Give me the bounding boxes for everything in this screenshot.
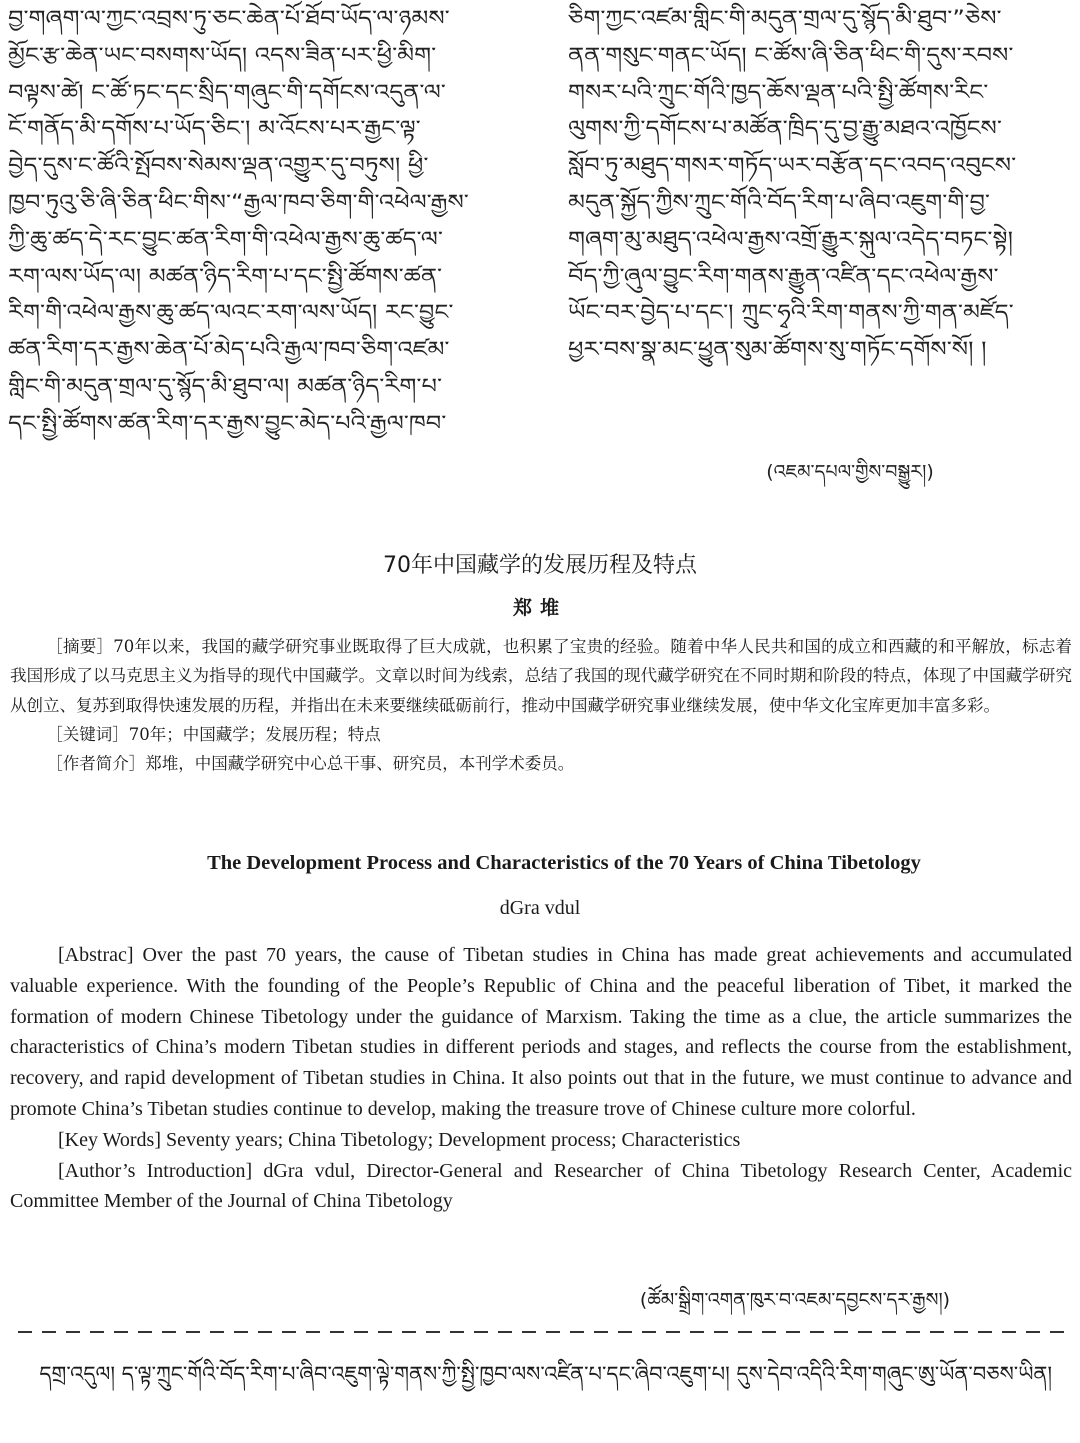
tibetan-line: རིག་གི་འཕེལ་རྒྱས་ཆུ་ཚད་ལའང་རག་ལས་ཡོད། རང་བྱུང་ [8,300,454,325]
chinese-abstract: ［摘要］70年以来，我国的藏学研究事业既取得了巨大成就，也积累了宝贵的经验。随着中华人民共和国的成立和西藏的和平解放，标志着我国形成了以马克思主义为指导的现代中国藏学。文章以时间为线索，总结了我国的现代藏学研究在不同时期和阶段的特点，体现了中国藏学研究从创立、复苏到取得快速发展的历程，并指出在未来要继续砥砺前行，推动中国藏学研究事业继续发展，使中华文化宝库更加丰富多彩。 [10,637,1072,715]
tibetan-line: ཅིག་ཀྱང་འཛམ་གླིང་གི་མདུན་གྲལ་དུ་སྙོད་མི་ཐུབ་”ཅེས་ [568,6,1002,30]
tibetan-line: བྱེད་དུས་ང་ཚོའི་སྤོབས་སེམས་ལྡན་འགྱུར་དུ་བཏུས། ཕྱི་ [8,153,429,178]
chinese-keywords: ［关键词］70年；中国藏学；发展历程；特点 [46,724,381,744]
tibetan-line: རག་ལས་ཡོད་ལ། མཚན་ཉིད་རིག་པ་དང་སྤྱི་ཚོགས་ཚན་ [8,263,443,288]
tibetan-author-note [10,1354,1072,1394]
tibetan-line: གཞག་མུ་མཐུད་འཕེལ་རྒྱས་འགྲོ་རྒྱུར་སྐུལ་འདེད་བཏང་སྟེ། [568,226,1013,251]
english-title: The Development Process and Characteristics of the 70 Years of China Tibetology [207,852,921,874]
tibetan-line: གླིང་གི་མདུན་གྲལ་དུ་སྙོད་མི་ཐུབ་ལ། མཚན་ཉིད་རིག་པ་ [8,373,443,398]
tibetan-column-right [568,0,1068,368]
editor-caption: (ཚོམ་སྒྲིག་འགན་ཁུར་བ་འཇམ་དབྱངས་དར་རྒྱས།) [639,1289,951,1311]
tibetan-line: གསར་པའི་ཀྲུང་གོའི་ཁྱད་ཆོས་ལྡན་པའི་སྤྱི་ཚོགས་རིང་ [568,79,989,104]
chinese-title: 70年中国藏学的发展历程及特点 [383,553,697,578]
tibetan-line: ཀྱི་ཆུ་ཚད་དེ་རང་བྱུང་ཚན་རིག་གི་འཕེལ་རྒྱས་ཆུ་ཚད་ལ་ [8,226,443,251]
tibetan-line: ཁྱབ་ཏུའུ་ཅི་ཞི་ཅིན་ཕིང་གིས་“རྒྱལ་ཁབ་ཅིག་གི་འཕེལ་རྒྱས་ [8,189,469,214]
tibetan-line: མྱོང་རྩ་ཆེན་ཡང་བསགས་ཡོད། འདས་ཟིན་པར་ཕྱི་མིག་ [8,42,437,67]
chinese-author: 郑堆 [512,597,567,619]
tibetan-line: ལུགས་ཀྱི་དགོངས་པ་མཚོན་ཁྲིད་དུ་བྱ་རྒྱུ་མཐའ་འཁྱོངས་ [568,116,1002,141]
english-abstract: [Abstrac] Over the past 70 years, the cause of Tibetan studies in China has made great achievements and accumulated valuable experience. With the founding of the People’s Republic of China and the peaceful liberation of Tibet, it marked the formation of modern Chinese Tibetology under the guidance of Marxism. Taking the time as a clue, the article summarizes the characteristics of China’s modern Tibetan studies in different periods and stages, and reflects the course from the establishment, recovery, and rapid development of Tibetan studies in China. It also points out that in the future, we must continue to advance and promote China’s Tibetan studies continue to develop, making the treasure trove of Chinese culture more colorful. [10,944,1072,1120]
english-keywords: [Key Words] Seventy years; China Tibetology; Development process; Characteristics [58,1128,741,1151]
tibetan-column-left [8,0,508,442]
english-abstract-block [10,940,1072,1217]
tibetan-line: ཕྱར་བས་སྣ་མང་ཕྱུན་སུམ་ཚོགས་སུ་གཏོང་དགོས་སོ། ། [568,337,987,362]
tibetan-line: ངོ་གནོད་མི་དགོས་པ་ཡོད་ཅིང་། མ་འོངས་པར་རྒྱང་ལྟ་ [8,116,421,141]
tibetan-line: བལྟས་ཚེ། ང་ཚོ་ཏང་དང་སྲིད་གཞུང་གི་དགོངས་འདུན་ལ་ [8,79,446,104]
tibetan-line: ཡོང་བར་བྱེད་པ་དང་། ཀྲུང་ཧྭའི་རིག་གནས་ཀྱི་གན་མཛོད་ [568,300,1014,325]
english-author-intro: [Author’s Introduction] dGra vdul, Director-General and Researcher of China Tibetology Research Center, Academic Committee Member of the Journal of China Tibetology [10,1159,1072,1213]
english-author: dGra vdul [499,897,581,919]
tibetan-line: ནན་གསུང་གནང་ཡོད། ང་ཚོས་ཞི་ཅིན་ཕིང་གི་དུས་རབས་ [568,42,1014,67]
chinese-abstract-block [10,632,1072,778]
tibetan-line: མདུན་སྐྱོད་ཀྱིས་ཀྲུང་གོའི་བོད་རིག་པ་ཞིབ་འཇུག་གི་བྱ་ [568,189,990,214]
tibetan-author-paragraph: དགྲ་འདུལ། ད་ལྟ་ཀྲུང་གོའི་བོད་རིག་པ་ཞིབ་འཇུག་ལྟེ་གནས་ཀྱི་སྤྱི་ཁྱབ་ལས་འཛིན་པ་དང་ཞིབ་འཇུག་པ། དུས་དེབ་འདིའི་རིག་གཞུང་ཨུ་ཡོན་བཅས་ཡིན། [39,1362,1053,1386]
dashed-divider [18,1322,1064,1340]
tibetan-line: བྱ་གཞག་ལ་ཀྱང་འབྲས་ཏུ་ཅང་ཆེན་པོ་ཐོབ་ཡོད་ལ་ཉམས་ [8,6,450,30]
tibetan-line: བོད་ཀྱི་ཞུལ་བྱུང་རིག་གནས་རྒྱུན་འཛིན་དང་འཕེལ་རྒྱས་ [568,263,999,288]
tibetan-translation-block [0,0,1080,528]
tibetan-line: ཚན་རིག་དར་རྒྱས་ཆེན་པོ་མེད་པའི་རྒྱལ་ཁབ་ཅིག་འཛམ་ [8,337,450,362]
tibetan-line: སློབ་ཏུ་མཐུད་གསར་གཏོད་ཡར་བརྩོན་དང་འབད་འབུངས་ [568,153,1017,178]
tibetan-line: དང་སྤྱི་ཚོགས་ཚན་རིག་དར་རྒྱས་བྱུང་མེད་པའི་རྒྱལ་ཁབ་ [8,410,447,435]
chinese-author-intro: ［作者简介］郑堆，中国藏学研究中心总干事、研究员，本刊学术委员。 [46,754,575,774]
translator-caption: (འཇམ་དཔལ་གྱིས་བསྒྱུར།) [766,461,934,483]
